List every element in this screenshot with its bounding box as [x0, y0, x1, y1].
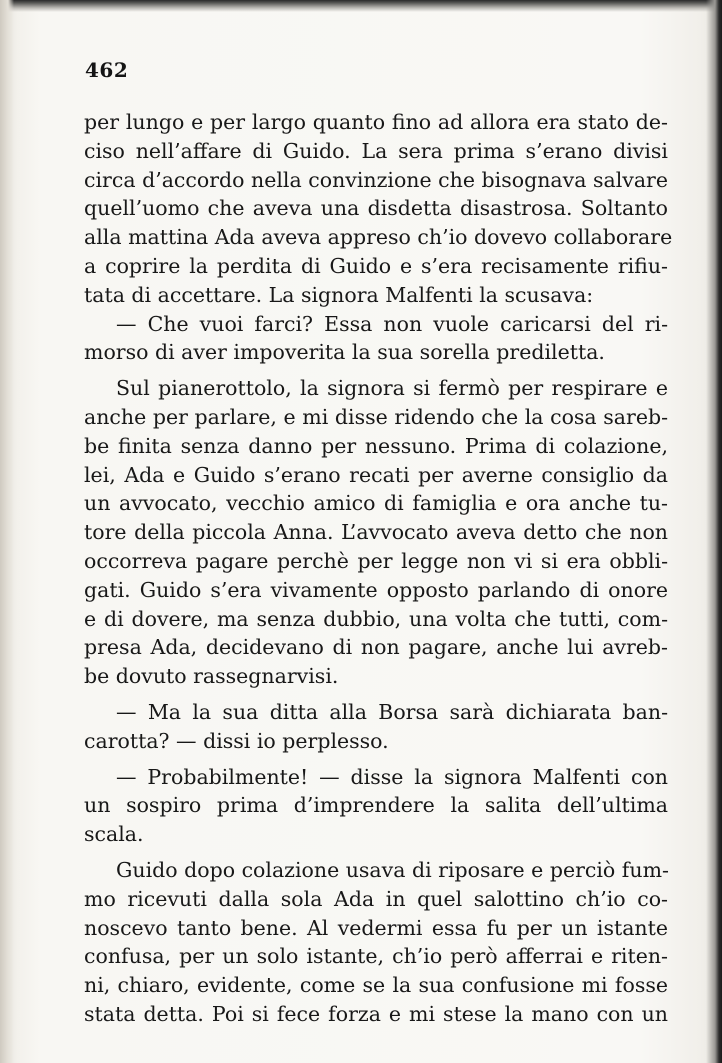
text-line: noscevo tanto bene. Al vedermi essa fu per un istante [84, 915, 668, 940]
text-line: mo ricevuti dalla sola Ada in quel salottino ch’io co- [84, 886, 668, 911]
text-line: Sul pianerottolo, la signora si fermò per respirare e [116, 376, 668, 401]
text-line: Guido dopo colazione usava di riposare e perciò fum- [116, 857, 669, 882]
page-edge-shadow [706, 0, 722, 1063]
text-line: alla mattina Ada aveva appreso ch’io dovevo collaborare [84, 225, 673, 250]
text-line: gati. Guido s’era vivamente opposto parlando di onore [84, 577, 668, 602]
text-line: tata di accettare. La signora Malfenti la scusava: [84, 282, 594, 307]
page-number: 462 [85, 58, 129, 82]
text-line: ciso nell’affare di Guido. La sera prima s’erano divisi [84, 138, 668, 163]
text-line: — Ma la sua ditta alla Borsa sarà dichiarata ban- [116, 699, 668, 724]
text-line: be finita senza danno per nessuno. Prima di colazione, [84, 433, 668, 458]
text-line: tore della piccola Anna. L’avvocato aveva detto che non [84, 520, 668, 545]
text-line: un sospiro prima d’imprendere la salita dell’ultima [84, 793, 668, 818]
paragraph-gap [84, 691, 668, 698]
text-line: circa d’accordo nella convinzione che bisognava salvare [84, 167, 668, 192]
page-top-shadow [0, 0, 722, 12]
paragraph-gap [84, 367, 668, 374]
text-line: quell’uomo che aveva una disdetta disastrosa. Soltanto [84, 196, 668, 221]
text-line: scala. [84, 822, 144, 847]
paragraph-gap [84, 849, 668, 856]
text-line: anche per parlare, e mi disse ridendo che la cosa sareb- [84, 404, 668, 429]
page-gutter-shadow [0, 0, 14, 1063]
text-line: e di dovere, ma senza dubbio, una volta che tutti, com- [84, 606, 668, 631]
text-line: carotta? — dissi io perplesso. [84, 728, 389, 753]
text-line: occorreva pagare perchè per legge non vi si era obbli- [84, 548, 668, 573]
text-line: a coprire la perdita di Guido e s’era recisamente rifiu- [84, 253, 668, 278]
text-line: confusa, per un solo istante, ch’io però afferrai e riten- [84, 944, 668, 969]
body-text [84, 108, 673, 1029]
text-line: per lungo e per largo quanto fino ad allora era stato de- [84, 110, 668, 134]
text-line: presa Ada, decidevano di non pagare, anche lui avreb- [84, 635, 668, 660]
text-line: — Che vuoi farci? Essa non vuole caricarsi del ri- [116, 311, 668, 336]
text-line: un avvocato, vecchio amico di famiglia e ora anche tu- [84, 491, 668, 516]
text-line: morso di aver impoverita la sua sorella prediletta. [84, 340, 605, 365]
text-line: stata detta. Poi si fece forza e mi stese la mano con un [84, 1001, 668, 1026]
text-line: be dovuto rassegnarvisi. [84, 664, 339, 689]
paragraph-gap [84, 756, 668, 763]
text-line: ni, chiaro, evidente, come se la sua confusione mi fosse [84, 973, 668, 998]
text-line: — Probabilmente! — disse la signora Malfenti con [116, 764, 668, 789]
text-line: lei, Ada e Guido s’erano recati per averne consiglio da [84, 462, 668, 487]
